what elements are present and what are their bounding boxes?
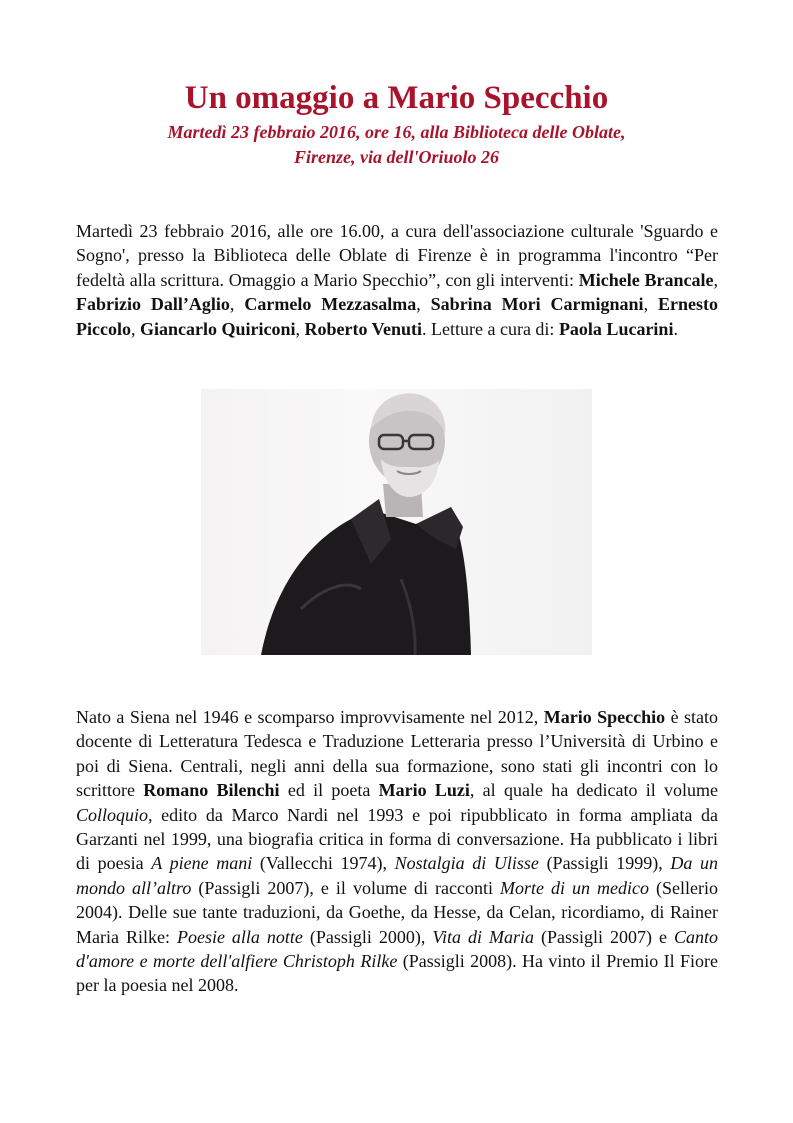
intro-text: Martedì 23 febbraio 2016, alle ore 16.00, a cura dell'associazione culturale 'Sguardo e Sogno', presso la Biblioteca delle Oblate di Firenze è in programma l'incontro “Per fedeltà alla scrittura. Omaggio a Mario Specchio”, con gli interventi: — [76, 221, 718, 290]
bio-text: (Passigli 2008). Ha vinto il Premio Il Fiore per la poesia nel 2008. — [76, 951, 718, 996]
book-title: Canto d'amore e morte dell'alfiere Christoph Rilke — [76, 926, 718, 972]
intro-text: , — [295, 318, 305, 339]
biography-paragraph — [76, 705, 718, 998]
book-title: Nostalgia di Ulisse — [394, 853, 539, 874]
intro-text: . — [673, 318, 678, 339]
book-title: Poesie alla notte — [176, 926, 303, 947]
intro-text: . Letture a cura di: — [422, 318, 559, 339]
intro-text: , — [130, 318, 140, 339]
speaker-name: Roberto Venuti — [304, 318, 422, 339]
bio-text: , al quale ha dedicato il volume — [469, 780, 718, 801]
bold-name: Mario Specchio — [543, 707, 666, 727]
event-subtitle-line-1: Martedì 23 febbraio 2016, ore 16, alla Biblioteca delle Oblate, — [167, 122, 626, 142]
speaker-name: Ernesto Piccolo — [76, 294, 718, 339]
reader-name: Paola Lucarini — [558, 318, 674, 339]
intro-text: , — [643, 294, 658, 315]
speaker-name: Michele Brancale — [578, 269, 714, 290]
book-title: A piene mani — [151, 853, 253, 874]
bio-text: (Passigli 2000), — [302, 926, 433, 947]
bold-name: Mario Luzi — [378, 780, 470, 801]
intro-paragraph — [76, 219, 718, 341]
bio-text: (Passigli 1999), — [538, 853, 671, 874]
book-title: Vita di Maria — [432, 926, 535, 947]
book-title: Morte di un medico — [499, 877, 649, 898]
bio-text: ed il poeta — [279, 780, 379, 801]
portrait-photo — [201, 389, 592, 655]
event-subtitle-line-2: Firenze, via dell'Oriuolo 26 — [293, 147, 499, 167]
bio-text: (Sellerio 2004). Delle sue tante traduzioni, da Goethe, da Hesse, da Celan, ricordiamo, di Rainer Maria Rilke: — [76, 877, 718, 947]
bio-text: Nato a Siena nel 1946 e scomparso improvvisamente nel 2012, — [76, 707, 544, 727]
bio-text: (Vallecchi 1974), — [252, 853, 395, 874]
speaker-name: Fabrizio Dall’Aglio — [76, 294, 230, 315]
speaker-name: Carmelo Mezzasalma — [244, 294, 417, 315]
intro-text: , — [713, 269, 718, 290]
speaker-name: Sabrina Mori Carmignani — [430, 294, 644, 315]
bold-name: Romano Bilenchi — [143, 780, 280, 801]
speaker-name: Giancarlo Quiriconi — [139, 318, 296, 339]
intro-text: , — [416, 294, 431, 315]
book-title: Colloquio — [76, 804, 149, 825]
page-title: Un omaggio a Mario Specchio — [184, 80, 609, 116]
bio-text: , edito da Marco Nardi nel 1993 e poi ripubblicato in forma ampliata da Garzanti nel 1999, una biografia critica in forma di conversazione. Ha pubblicato i libri di poesia — [76, 804, 718, 874]
bio-text: (Passigli 2007) e — [534, 926, 674, 947]
intro-text: , — [229, 294, 245, 315]
book-title: Da un mondo all’altro — [76, 853, 719, 898]
bio-text: è stato docente di Letteratura Tedesca e Traduzione Letteraria presso l’Università di Urbino e poi di Siena. Centrali, negli anni della sua formazione, sono stati gli incontri con lo scrittore — [76, 707, 718, 801]
bio-text: (Passigli 2007), e il volume di racconti — [191, 877, 500, 898]
